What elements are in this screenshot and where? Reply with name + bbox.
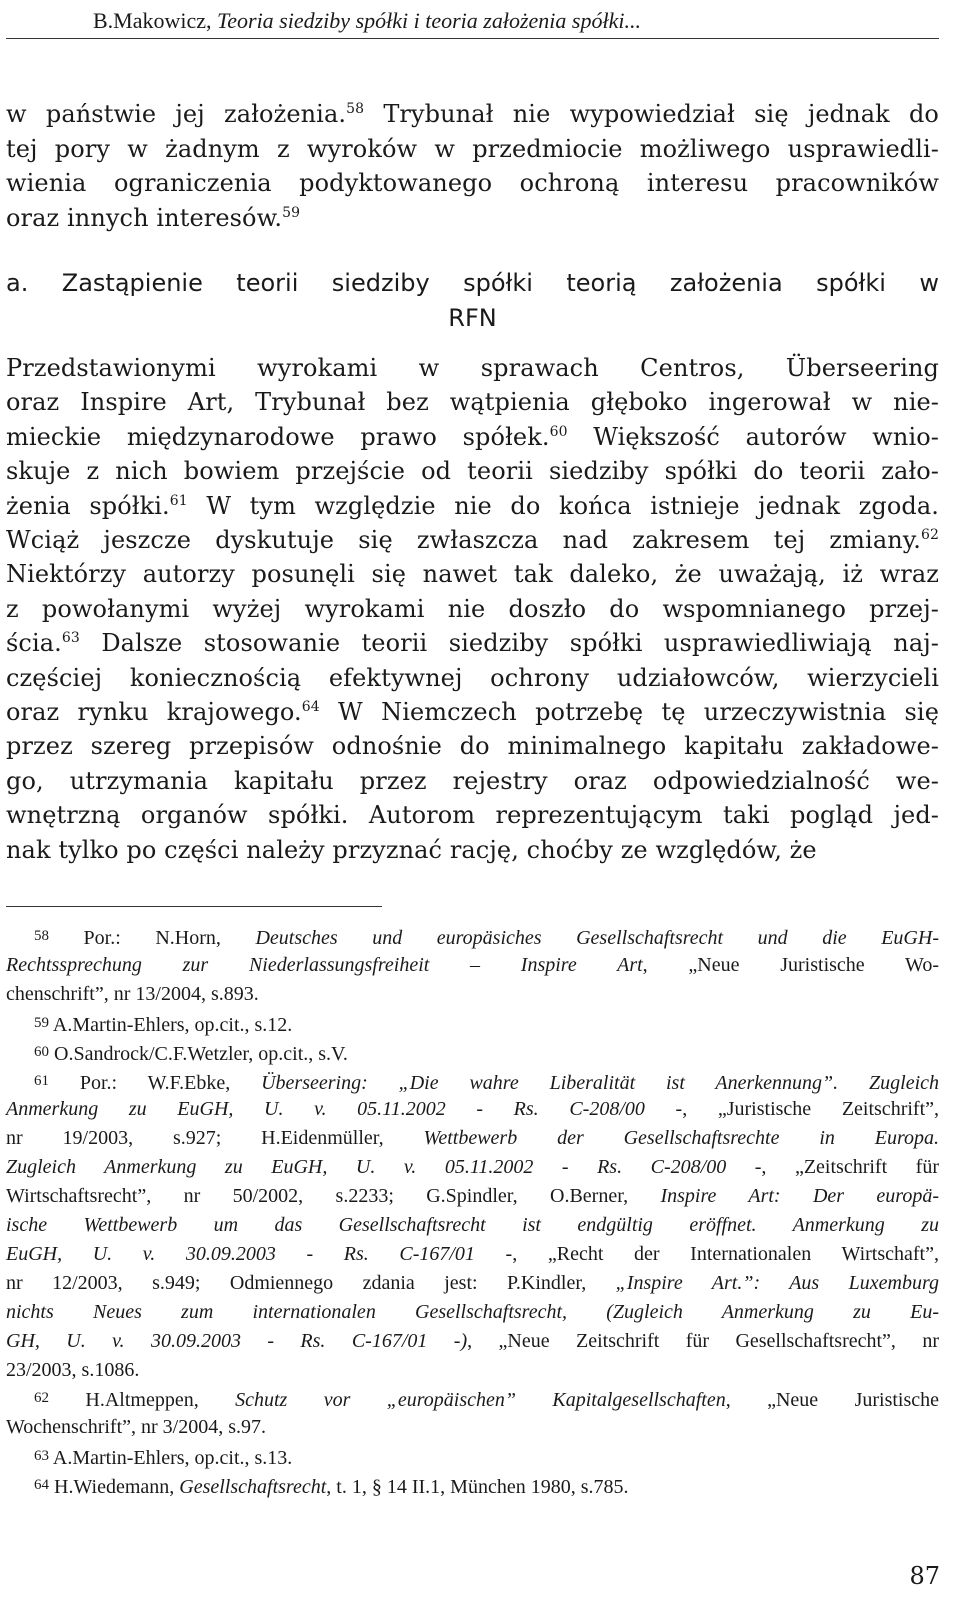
text-line bbox=[6, 97, 939, 131]
footnote-text: , „Zeitschrift für bbox=[761, 1156, 939, 1179]
text-line bbox=[6, 626, 939, 660]
footnote-text: Schutz vor „europäischen” Kapitalgesellschaften bbox=[235, 1389, 726, 1412]
footnote-line bbox=[6, 1356, 939, 1385]
line-text: W tym względzie nie do końca istnieje jednak zgoda. bbox=[187, 491, 939, 520]
line-text: W Niemczech potrzebę tę urzeczywistnia się bbox=[319, 698, 940, 726]
line-text: Wciąż jeszcze dyskutuje się zwłaszcza nad zakresem tej zmiany. bbox=[6, 526, 921, 554]
footnote-ref: 58 bbox=[346, 101, 365, 117]
running-header bbox=[93, 6, 943, 36]
text-line bbox=[6, 661, 939, 695]
footnote-ref: 63 bbox=[61, 630, 80, 647]
footnote-text: Wirtschaftsrecht”, nr 50/2002, s.2233; G.Spindler, O.Berner, bbox=[6, 1185, 661, 1208]
footnote-text: Wettbewerb der Gesellschaftsrechte in Europa. bbox=[423, 1127, 940, 1150]
footnote-number: 61 bbox=[34, 1072, 49, 1089]
text-line bbox=[6, 557, 939, 591]
footnote-number: 63 bbox=[34, 1448, 49, 1465]
footnote-text: Por.: N.Horn, bbox=[49, 927, 256, 949]
footnote-line bbox=[6, 1211, 939, 1240]
footnote-line bbox=[34, 922, 939, 951]
footnote-number: 59 bbox=[34, 1014, 49, 1031]
text-line bbox=[6, 833, 939, 867]
line-text: go, utrzymania kapitału przez rejestry oraz odpowiedzialność we- bbox=[6, 766, 939, 795]
line-text: wienia ograniczenia podyktowanego ochroną interesu pracowników bbox=[6, 169, 939, 197]
line-text: skuje z nich bowiem przejście od teorii siedziby spółki do teorii zało- bbox=[6, 457, 939, 486]
line-text: ścia. bbox=[6, 629, 62, 658]
footnote-text: , „Neue Juristische Wo- bbox=[642, 953, 939, 976]
text-line bbox=[6, 729, 939, 763]
line-text: Trybunał nie wypowiedział się jednak do bbox=[364, 100, 939, 128]
footnote-line bbox=[34, 1442, 939, 1471]
footnote-text: ische Wettbewerb um das Gesellschaftsrecht ist endgültig eröffnet. Anmerkung zu bbox=[6, 1214, 939, 1236]
header-author: B.Makowicz, bbox=[93, 8, 218, 33]
footnote-text: , „Neue Juristische bbox=[725, 1389, 940, 1412]
line-text: nak tylko po części należy przyznać rację, choćby ze względów, że bbox=[6, 835, 817, 864]
footnote-text: O.Sandrock/C.F.Wetzler, op.cit., s.V. bbox=[49, 1042, 348, 1065]
text-line bbox=[6, 523, 939, 557]
text-line bbox=[6, 201, 939, 235]
text-line bbox=[6, 764, 939, 798]
footnote-text: Rechtssprechung zur Niederlassungsfreiheit – Inspire Art bbox=[6, 953, 643, 976]
footnote-line bbox=[6, 1240, 939, 1269]
footnote-line bbox=[34, 1384, 939, 1413]
footnote-text: , „Juristische Zeitschrift”, bbox=[682, 1098, 939, 1121]
text-line bbox=[6, 592, 939, 626]
line-text: Niektórzy autorzy posunęli się nawet tak daleko, że uważają, iż wraz bbox=[6, 560, 939, 589]
footnote-line bbox=[6, 951, 939, 980]
footnote-text: 23/2003, s.1086. bbox=[6, 1358, 140, 1381]
footnote-text: nr 19/2003, s.927; H.Eidenmüller, bbox=[6, 1127, 424, 1150]
line-text: przez szereg przepisów odnośnie do minimalnego kapitału zakładowe- bbox=[6, 732, 939, 761]
footnote-line bbox=[34, 1038, 939, 1067]
footnote-text: „Inspire Art.”: Aus Luxemburg bbox=[615, 1271, 939, 1294]
footnote-text: A.Martin-Ehlers, op.cit., s.13. bbox=[49, 1447, 293, 1470]
footnote-number: 58 bbox=[34, 928, 49, 944]
footnote-line bbox=[34, 1471, 939, 1500]
line-text: Przedstawionymi wyrokami w sprawach Centros, Überseering bbox=[6, 354, 939, 382]
footnote-line bbox=[6, 1298, 939, 1327]
footnote-text: Inspire Art: Der europä- bbox=[660, 1185, 939, 1208]
footnote-text: Überseering: „Die wahre Liberalität ist Anerkennung”. Zugleich bbox=[261, 1071, 939, 1094]
line-text: oraz Inspire Art, Trybunał bez wątpienia głęboko ingerował w nie- bbox=[6, 388, 939, 417]
footnote-line bbox=[34, 1067, 939, 1096]
line-text: Dalsze stosowanie teorii siedziby spółki usprawiedliwiają naj- bbox=[79, 629, 939, 658]
footnote-text: , „Neue Zeitschrift für Gesellschaftsrecht”, nr bbox=[467, 1329, 939, 1352]
text-line bbox=[6, 489, 939, 523]
footnote-ref: 62 bbox=[920, 527, 939, 543]
line-text: w państwie jej założenia. bbox=[6, 100, 347, 128]
text-line bbox=[6, 351, 939, 385]
footnote-line bbox=[6, 1327, 939, 1356]
line-text: tej pory w żadnym z wyroków w przedmiocie możliwego usprawiedli- bbox=[6, 134, 939, 163]
footnote-number: 64 bbox=[34, 1477, 49, 1494]
page-number: 87 bbox=[909, 1562, 940, 1590]
footnote-text: , t. 1, § 14 II.1, München 1980, s.785. bbox=[326, 1476, 629, 1499]
footnote-text: chenschrift”, nr 13/2004, s.893. bbox=[6, 982, 259, 1005]
footnote-ref: 64 bbox=[301, 699, 320, 715]
footnote-number: 60 bbox=[34, 1043, 49, 1060]
footnote-ref: 61 bbox=[169, 492, 188, 509]
footnote-line bbox=[34, 1009, 939, 1038]
footnote-text: Deutsches und europäsiches Gesellschaftsrecht und die EuGH- bbox=[255, 927, 939, 949]
footnote-line bbox=[6, 1153, 939, 1182]
text-line bbox=[6, 385, 939, 419]
footnote-text: GH, U. v. 30.09.2003 - Rs. C-167/01 -) bbox=[6, 1329, 468, 1352]
text-line bbox=[6, 420, 939, 454]
line-text: oraz rynku krajowego. bbox=[6, 698, 302, 726]
text-line bbox=[6, 798, 939, 832]
line-text: częściej koniecznością efektywnej ochrony udziałowców, wierzycieli bbox=[6, 663, 939, 692]
text-line bbox=[6, 454, 939, 488]
section-heading: a. Zastąpienie teorii siedziby spółki teorią założenia spółki w bbox=[6, 269, 939, 297]
footnote-line bbox=[6, 980, 939, 1009]
footnote-text: Wochenschrift”, nr 3/2004, s.97. bbox=[6, 1416, 266, 1439]
footnote-ref: 60 bbox=[549, 423, 568, 440]
line-text: mieckie międzynarodowe prawo spółek. bbox=[6, 422, 550, 451]
line-text: Większość autorów wnio- bbox=[567, 422, 939, 451]
line-text: oraz innych interesów. bbox=[6, 203, 283, 232]
text-line bbox=[6, 695, 939, 729]
line-text: wnętrzną organów spółki. Autorom reprezentującym taki pogląd jed- bbox=[6, 801, 939, 830]
footnote-line bbox=[6, 1095, 939, 1124]
footnote-ref: 59 bbox=[282, 204, 301, 221]
footnote-line bbox=[6, 1413, 939, 1442]
footnote-text: H.Wiedemann, bbox=[49, 1476, 180, 1499]
header-title: Teoria siedziby spółki i teoria założenia spółki... bbox=[217, 8, 641, 33]
section-heading-continued: RFN bbox=[448, 304, 497, 332]
text-line bbox=[6, 166, 939, 200]
footnote-text: A.Martin-Ehlers, op.cit., s.12. bbox=[49, 1013, 293, 1036]
footnote-text: Por.: W.F.Ebke, bbox=[49, 1071, 262, 1094]
footnote-text: , „Recht der Internationalen Wirtschaft”, bbox=[512, 1242, 939, 1265]
footnote-number: 62 bbox=[34, 1390, 49, 1407]
footnote-text: Zugleich Anmerkung zu EuGH, U. v. 05.11.2002 - Rs. C-208/00 - bbox=[6, 1156, 762, 1179]
footnote-line bbox=[6, 1124, 939, 1153]
footnote-text: nichts Neues zum internationalen Gesellschaftsrecht, (Zugleich Anmerkung zu Eu- bbox=[6, 1300, 939, 1323]
footnote-text: Gesellschaftsrecht bbox=[179, 1476, 327, 1499]
footnote-text: EuGH, U. v. 30.09.2003 - Rs. C-167/01 - bbox=[6, 1242, 513, 1265]
line-text: żenia spółki. bbox=[6, 491, 170, 520]
footnote-text: Anmerkung zu EuGH, U. v. 05.11.2002 - Rs. C-208/00 - bbox=[6, 1098, 683, 1121]
footnote-text: H.Altmeppen, bbox=[49, 1389, 236, 1412]
footnote-line bbox=[6, 1182, 939, 1211]
footnote-rule bbox=[6, 906, 382, 907]
header-rule bbox=[6, 38, 939, 39]
footnote-text: nr 12/2003, s.949; Odmiennego zdania jest: P.Kindler, bbox=[6, 1271, 616, 1294]
footnote-line bbox=[6, 1269, 939, 1298]
text-line bbox=[6, 132, 939, 166]
line-text: z powołanymi wyżej wyrokami nie doszło do wspomnianego przej- bbox=[6, 594, 939, 623]
